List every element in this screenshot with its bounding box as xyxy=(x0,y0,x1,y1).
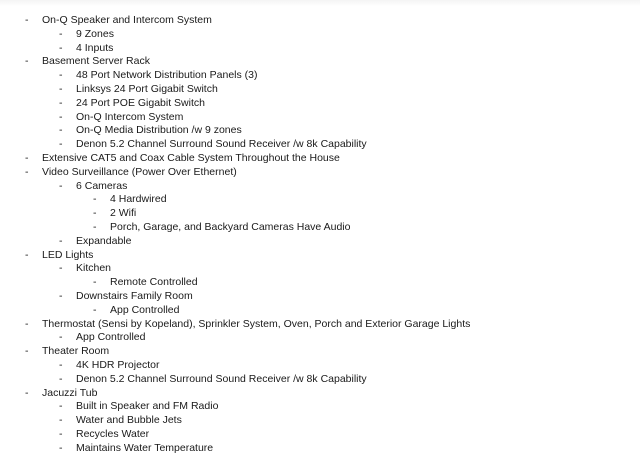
list-item-level-2 xyxy=(0,276,640,290)
list-item-level-1 xyxy=(0,359,640,373)
list-item-level-1 xyxy=(0,111,640,125)
list-item-level-2 xyxy=(0,193,640,207)
list-item-text: 2 Wifi xyxy=(110,207,137,220)
bullet-dash: - xyxy=(59,427,63,440)
list-item-text: 4 Hardwired xyxy=(110,193,167,206)
bullet-dash: - xyxy=(59,110,63,123)
bullet-dash: - xyxy=(59,358,63,371)
list-item-level-1 xyxy=(0,373,640,387)
bullet-dash: - xyxy=(25,151,29,164)
bullet-dash: - xyxy=(93,207,97,220)
bullet-dash: - xyxy=(59,441,63,454)
list-item-text: Thermostat (Sensi by Kopeland), Sprinkler System, Oven, Porch and Exterior Garage Lights xyxy=(42,317,471,330)
list-item-text: Kitchen xyxy=(76,262,112,275)
list-item-text: Linksys 24 Port Gigabit Switch xyxy=(76,82,218,95)
list-item-text: Denon 5.2 Channel Surround Sound Receiver /w 8k Capability xyxy=(76,372,367,385)
list-item-text: On-Q Intercom System xyxy=(76,110,184,123)
list-item-text: Built in Speaker and FM Radio xyxy=(76,400,219,413)
bullet-dash: - xyxy=(25,248,29,261)
bullet-dash: - xyxy=(25,55,29,68)
list-item-text: Basement Server Rack xyxy=(42,55,150,68)
bullet-dash: - xyxy=(59,41,63,54)
bullet-dash: - xyxy=(59,82,63,95)
bullet-dash: - xyxy=(59,124,63,137)
list-item-text: Remote Controlled xyxy=(110,276,198,289)
list-item-text: Maintains Water Temperature xyxy=(76,441,214,454)
list-item-text: 24 Port POE Gigabit Switch xyxy=(76,96,205,109)
bullet-dash: - xyxy=(25,345,29,358)
list-item-text: On-Q Media Distribution /w 9 zones xyxy=(76,124,242,137)
list-item-level-1 xyxy=(0,69,640,83)
list-item-level-2 xyxy=(0,221,640,235)
list-item-level-0 xyxy=(0,345,640,359)
list-item-level-1 xyxy=(0,414,640,428)
list-item-level-2 xyxy=(0,207,640,221)
list-item-text: 4K HDR Projector xyxy=(76,358,160,371)
list-item-text: Water and Bubble Jets xyxy=(76,414,182,427)
bullet-dash: - xyxy=(59,69,63,82)
list-item-text: Jacuzzi Tub xyxy=(42,386,98,399)
list-item-level-0 xyxy=(0,249,640,263)
list-item-level-1 xyxy=(0,97,640,111)
cropped-top-edge xyxy=(0,0,640,6)
list-item-level-1 xyxy=(0,42,640,56)
list-item-text: Downstairs Family Room xyxy=(76,289,193,302)
bullet-dash: - xyxy=(59,234,63,247)
list-item-text: Porch, Garage, and Backyard Cameras Have Audio xyxy=(110,220,351,233)
list-item-level-1 xyxy=(0,124,640,138)
bullet-dash: - xyxy=(59,400,63,413)
list-item-text: On-Q Speaker and Intercom System xyxy=(42,14,212,26)
list-item-text: App Controlled xyxy=(110,303,180,316)
list-item-text: 48 Port Network Distribution Panels (3) xyxy=(76,69,258,82)
list-item-text: Expandable xyxy=(76,234,132,247)
feature-bullet-list xyxy=(0,14,640,456)
list-item-level-0 xyxy=(0,387,640,401)
list-item-level-1 xyxy=(0,331,640,345)
list-item-level-1 xyxy=(0,442,640,456)
bullet-dash: - xyxy=(25,165,29,178)
list-item-level-2 xyxy=(0,304,640,318)
list-item-text: 6 Cameras xyxy=(76,179,128,192)
list-item-text: 4 Inputs xyxy=(76,41,114,54)
list-item-level-0 xyxy=(0,55,640,69)
list-item-text: 9 Zones xyxy=(76,27,114,40)
bullet-dash: - xyxy=(59,414,63,427)
bullet-dash: - xyxy=(93,303,97,316)
list-item-text: Denon 5.2 Channel Surround Sound Receiver /w 8k Capability xyxy=(76,138,367,151)
bullet-dash: - xyxy=(59,372,63,385)
list-item-text: Recycles Water xyxy=(76,427,150,440)
bullet-dash: - xyxy=(25,14,29,26)
list-item-level-1 xyxy=(0,235,640,249)
bullet-dash: - xyxy=(59,27,63,40)
list-item-level-0 xyxy=(0,152,640,166)
bullet-dash: - xyxy=(93,220,97,233)
bullet-dash: - xyxy=(59,138,63,151)
list-item-text: Video Surveillance (Power Over Ethernet) xyxy=(42,165,237,178)
bullet-dash: - xyxy=(93,193,97,206)
list-item-level-1 xyxy=(0,83,640,97)
list-item-level-0 xyxy=(0,166,640,180)
list-item-text: App Controlled xyxy=(76,331,146,344)
bullet-dash: - xyxy=(59,96,63,109)
bullet-dash: - xyxy=(59,262,63,275)
list-item-text: Theater Room xyxy=(42,345,110,358)
bullet-dash: - xyxy=(59,179,63,192)
list-item-level-0 xyxy=(0,318,640,332)
list-item-text: Extensive CAT5 and Coax Cable System Throughout the House xyxy=(42,151,340,164)
bullet-dash: - xyxy=(59,331,63,344)
list-item-level-0 xyxy=(0,14,640,28)
list-item-level-1 xyxy=(0,180,640,194)
bullet-dash: - xyxy=(25,386,29,399)
list-item-level-1 xyxy=(0,28,640,42)
list-item-level-1 xyxy=(0,428,640,442)
bullet-dash: - xyxy=(25,317,29,330)
list-item-level-1 xyxy=(0,400,640,414)
bullet-dash: - xyxy=(59,289,63,302)
list-item-level-1 xyxy=(0,138,640,152)
list-item-text: LED Lights xyxy=(42,248,94,261)
list-item-level-1 xyxy=(0,262,640,276)
bullet-dash: - xyxy=(93,276,97,289)
list-item-level-1 xyxy=(0,290,640,304)
